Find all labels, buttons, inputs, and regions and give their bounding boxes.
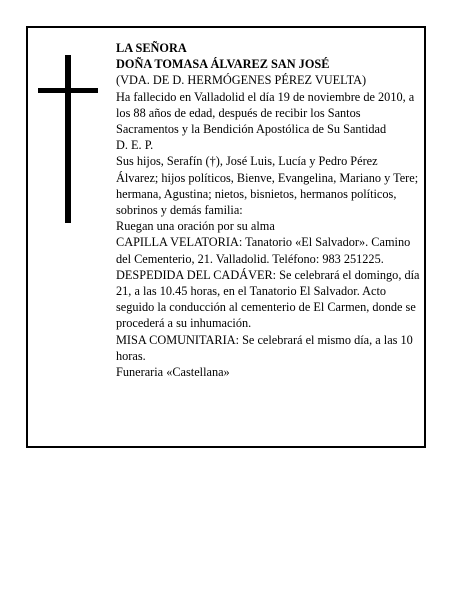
- cross-icon: [38, 55, 98, 223]
- family-list: Sus hijos, Serafín (†), José Luis, Lucía y Pedro Pérez Álvarez; hijos políticos, Bienve, Evangelina, Mariano y Tere; hermana, Agustina; nietos, bisnietos, hermanos políticos, sobrinos y demás familia:: [116, 154, 419, 218]
- death-announcement: Ha fallecido en Valladolid el día 19 de noviembre de 2010, a los 88 años de edad, después de recibir los Santos Sacramentos y la Bendición Apostólica de Su Santidad: [116, 89, 415, 137]
- farewell-info: DESPEDIDA DEL CADÁVER: Se celebrará el domingo, día 21, a las 10.45 horas, en el Tanatorio El Salvador. Acto seguido la conducción al cementerio de El Carmen, donde se procederá a su inhumación.: [116, 267, 420, 331]
- cross-vertical-bar: [65, 55, 71, 223]
- notice-title: LA SEÑORA: [116, 41, 187, 55]
- widow-of: (VDA. DE D. HERMÓGENES PÉREZ VUELTA): [116, 73, 367, 88]
- mass-info: MISA COMUNITARIA: Se celebrará el mismo día, a las 10 horas.: [116, 332, 413, 363]
- obituary-notice: [26, 26, 426, 448]
- chapel-info: CAPILLA VELATORIA: Tanatorio «El Salvador». Camino del Cementerio, 21. Valladolid. Teléfono: 983 251225.: [116, 235, 411, 266]
- cross-horizontal-bar: [38, 88, 98, 93]
- notice-text: [116, 40, 422, 380]
- prayer-request: Ruegan una oración por su alma: [116, 219, 275, 234]
- funeral-home: Funeraria «Castellana»: [116, 365, 230, 380]
- dep-line: D. E. P.: [116, 138, 154, 153]
- deceased-name: DOÑA TOMASA ÁLVAREZ SAN JOSÉ: [116, 57, 330, 72]
